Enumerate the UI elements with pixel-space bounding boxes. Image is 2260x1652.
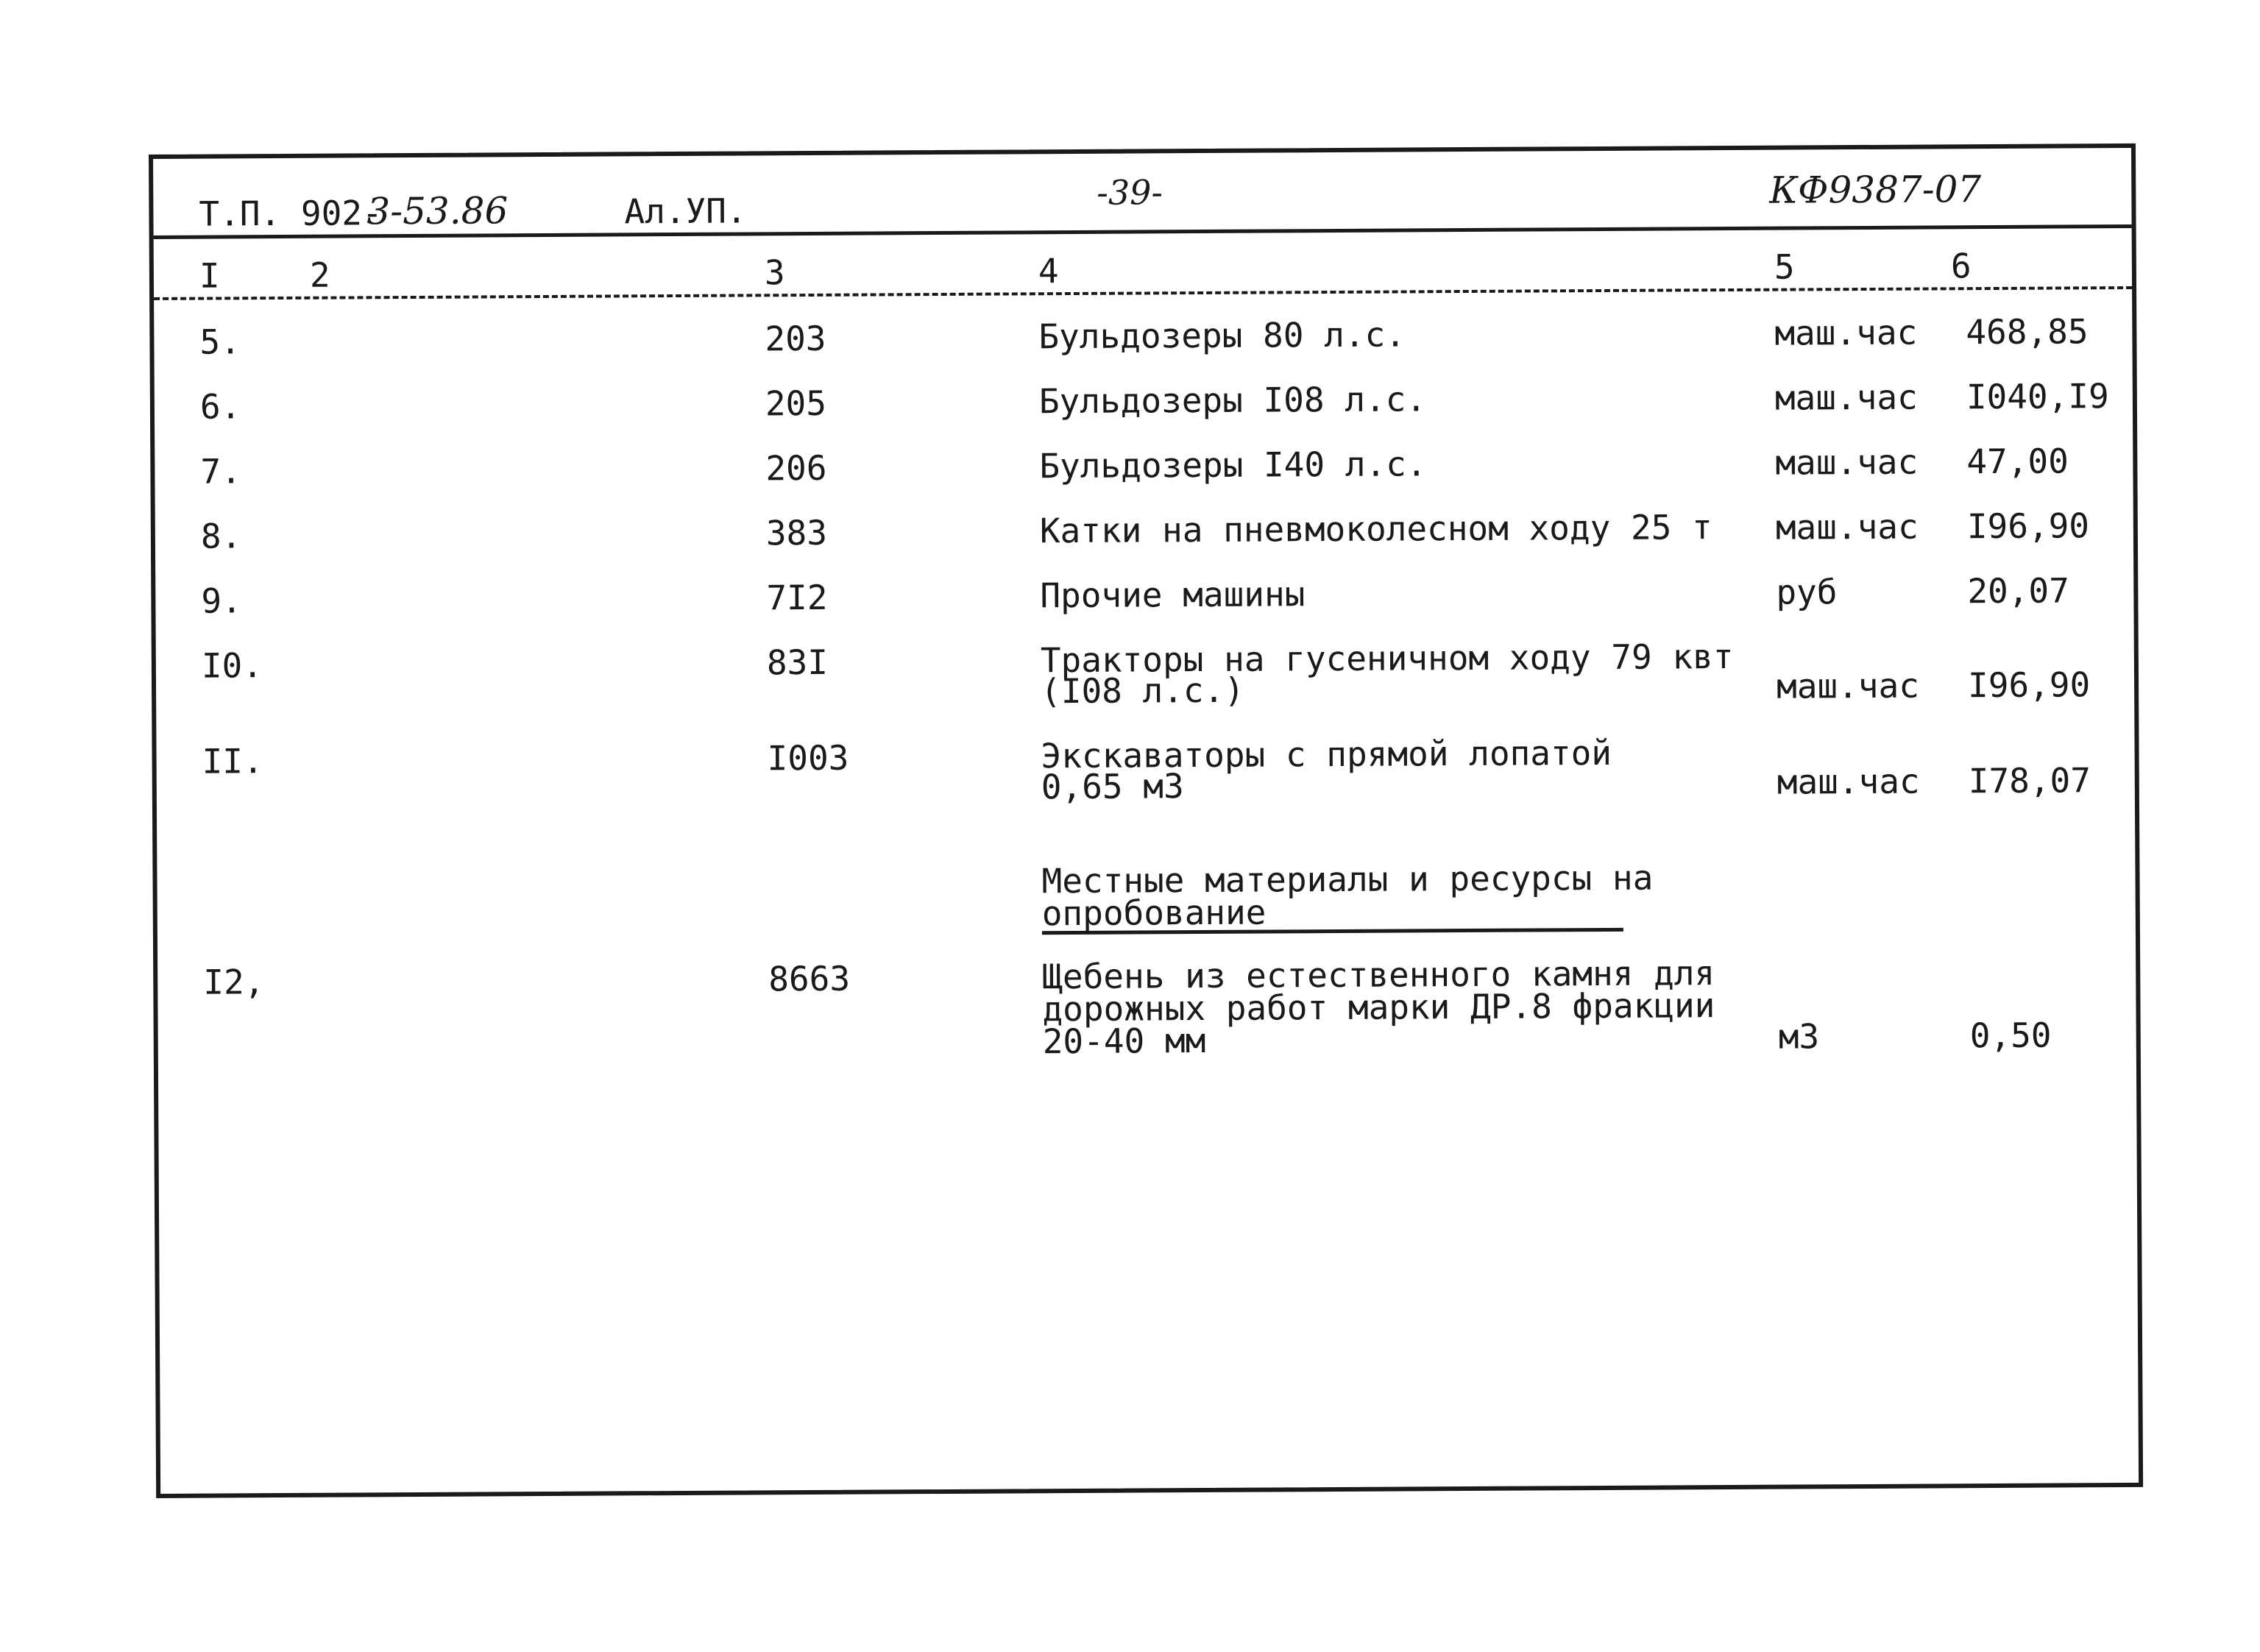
project-code-prefix: Т.П. 902-: [199, 193, 383, 234]
column-number-1: I: [199, 255, 220, 296]
unit: маш.час: [1774, 312, 1918, 353]
resource-name-line-1: Экскаваторы с прямой лопатой: [1041, 732, 1612, 776]
quantity: I96,90: [1966, 506, 2090, 547]
document-code: КФ9387-07: [1769, 168, 1982, 212]
unit: маш.час: [1777, 761, 1920, 802]
unit: маш.час: [1775, 506, 1919, 547]
resource-name-line-2: (I08 л.с.): [1040, 670, 1245, 712]
resource-name-line-3: 20-40 мм: [1042, 1020, 1206, 1062]
column-number-2: 2: [309, 255, 330, 295]
resource-code: 205: [765, 383, 827, 424]
column-number-5: 5: [1774, 247, 1795, 287]
document-frame: [149, 143, 2143, 1498]
resource-name-line-2: дорожных работ марки ДР.8 фракции: [1042, 985, 1715, 1029]
unit: маш.час: [1774, 377, 1918, 418]
resource-name: Бульдозеры 80 л.с.: [1038, 314, 1406, 357]
resource-name-line-2: 0,65 м3: [1041, 766, 1184, 807]
resource-name: Катки на пневмоколесном ходу 25 т: [1039, 507, 1712, 551]
project-code-suffix: 3-53.86: [366, 189, 509, 233]
row-number: I2,: [203, 962, 265, 1002]
resource-code: 203: [765, 318, 826, 359]
row-number: II.: [202, 741, 263, 781]
unit: руб: [1776, 572, 1838, 612]
resource-name: Прочие машины: [1040, 574, 1306, 616]
quantity: I040,I9: [1966, 376, 2109, 417]
row-number: 5.: [199, 322, 241, 362]
resource-code: 83I: [766, 642, 829, 683]
unit: маш.час: [1776, 665, 1920, 706]
row-number: 7.: [200, 451, 241, 492]
resource-name-line-1: Тракторы на гусеничном ходу 79 квт: [1040, 636, 1734, 681]
row-number: I0.: [201, 645, 263, 686]
album-number: Ал.УП.: [624, 191, 747, 232]
quantity: I96,90: [1967, 664, 2091, 706]
resource-code: 383: [765, 512, 828, 553]
resource-code: 8663: [768, 958, 851, 999]
column-numbers-divider: [154, 286, 2132, 300]
quantity: 0,50: [1969, 1015, 2052, 1056]
unit: м3: [1778, 1016, 1820, 1057]
quantity: I78,07: [1968, 760, 2091, 801]
column-number-4: 4: [1038, 251, 1059, 291]
row-number: 8.: [200, 516, 242, 556]
row-number: 6.: [199, 386, 241, 427]
resource-code: I003: [767, 737, 849, 779]
unit: маш.час: [1775, 442, 1919, 483]
section-title-line-2: опробование: [1041, 892, 1267, 934]
resource-name: Бульдозеры I40 л.с.: [1039, 444, 1427, 486]
resource-code: 7I2: [766, 577, 828, 618]
section-title-line-1: Местные материалы и ресурсы на: [1041, 857, 1654, 901]
column-number-3: 3: [764, 252, 785, 293]
row-number: 9.: [201, 581, 242, 621]
resource-name-line-1: Щебень из естественного камня для: [1042, 953, 1715, 997]
page-number: -39-: [1097, 172, 1163, 213]
quantity: 468,85: [1966, 311, 2089, 352]
quantity: 47,00: [1966, 441, 2069, 482]
resource-name: Бульдозеры I08 л.с.: [1038, 379, 1427, 422]
column-number-6: 6: [1950, 246, 1972, 286]
quantity: 20,07: [1967, 570, 2069, 611]
resource-code: 206: [765, 447, 827, 489]
